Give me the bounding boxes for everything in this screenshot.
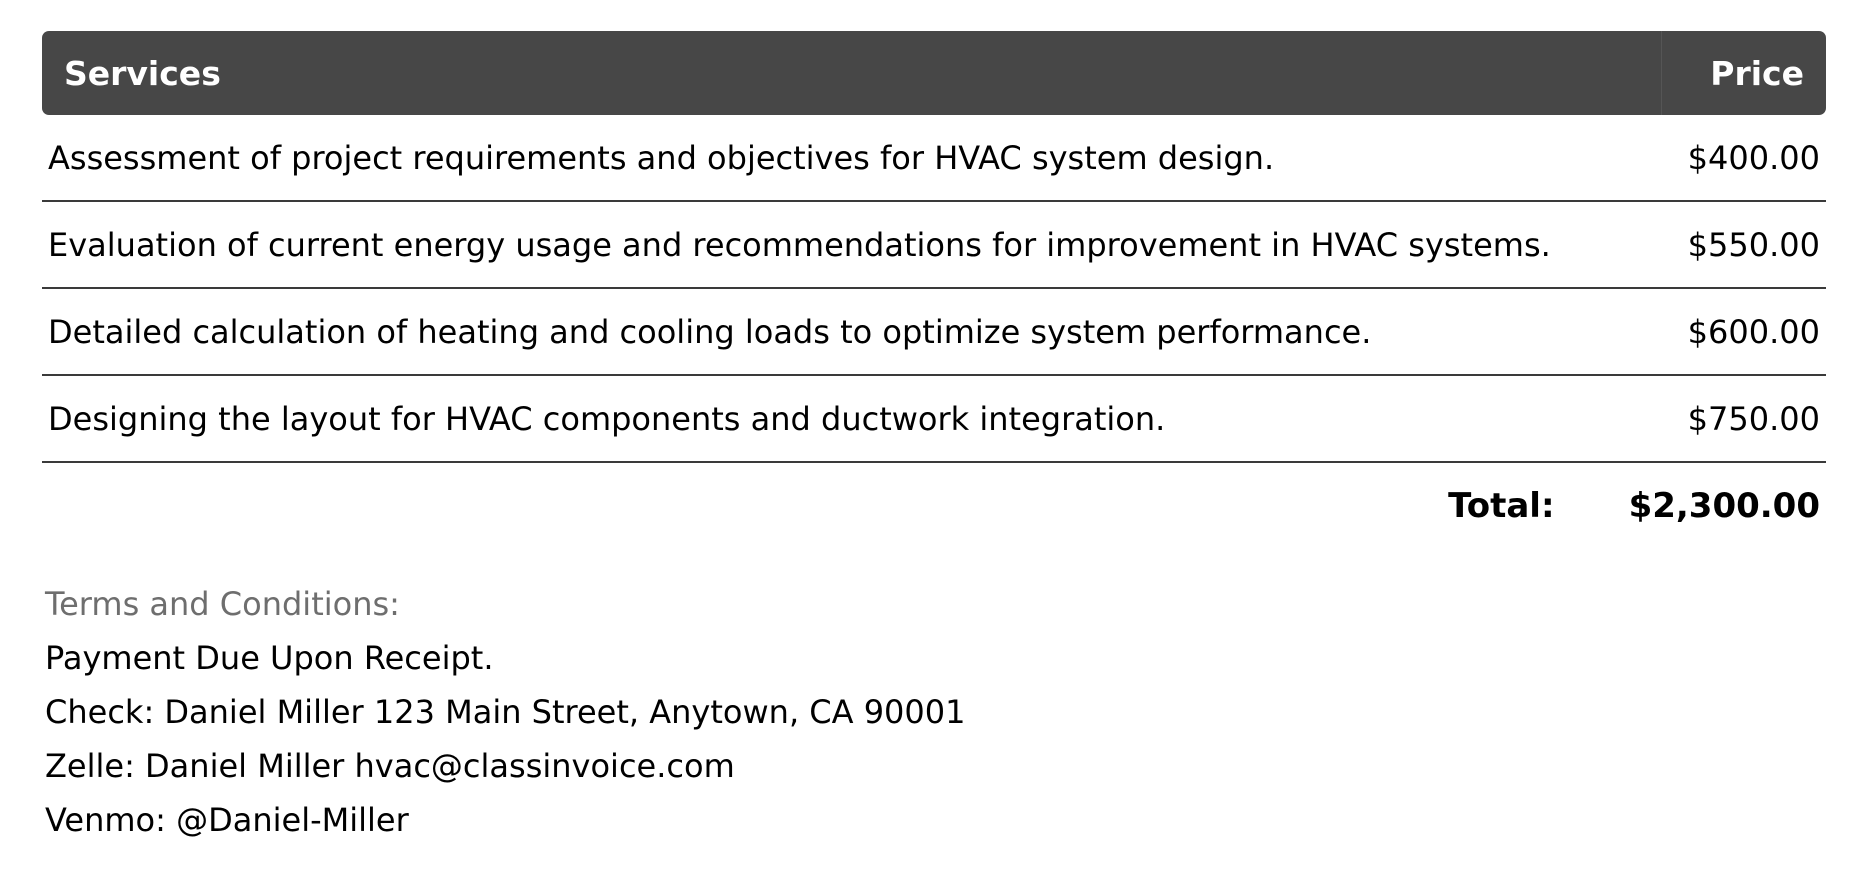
price-column-header: Price <box>1662 31 1827 115</box>
terms-payment-due: Payment Due Upon Receipt. <box>45 639 494 677</box>
services-column-header: Services <box>42 31 1662 115</box>
terms-section <box>45 577 965 847</box>
table-row <box>42 288 1826 375</box>
table-row <box>42 201 1826 288</box>
service-price: $750.00 <box>1662 375 1827 462</box>
total-label: Total: <box>1448 486 1555 526</box>
terms-check-info: Check: Daniel Miller 123 Main Street, Anytown, CA 90001 <box>45 693 966 731</box>
service-price: $550.00 <box>1662 201 1827 288</box>
terms-zelle-info: Zelle: Daniel Miller hvac@classinvoice.com <box>45 747 735 785</box>
terms-heading: Terms and Conditions: <box>45 585 400 623</box>
service-description: Evaluation of current energy usage and recommendations for improvement in HVAC systems. <box>42 201 1662 288</box>
service-description: Assessment of project requirements and objectives for HVAC system design. <box>42 115 1662 201</box>
invoice-services-section <box>42 31 1826 549</box>
total-row <box>42 463 1826 549</box>
service-description: Designing the layout for HVAC components and ductwork integration. <box>42 375 1662 462</box>
services-table <box>42 31 1826 463</box>
table-row <box>42 115 1826 201</box>
terms-venmo-info: Venmo: @Daniel-Miller <box>45 801 409 839</box>
service-description: Detailed calculation of heating and cooling loads to optimize system performance. <box>42 288 1662 375</box>
table-header-row <box>42 31 1826 115</box>
total-value: $2,300.00 <box>1628 486 1820 526</box>
service-price: $400.00 <box>1662 115 1827 201</box>
table-row <box>42 375 1826 462</box>
service-price: $600.00 <box>1662 288 1827 375</box>
